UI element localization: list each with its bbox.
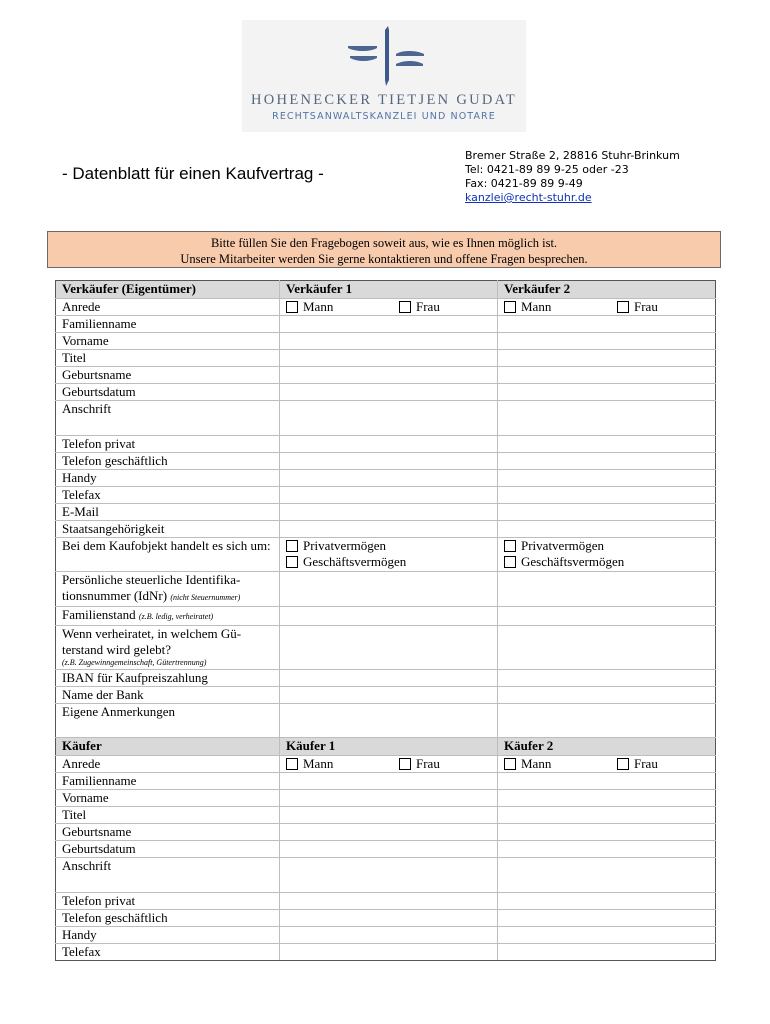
buyer-2-frau-checkbox[interactable] bbox=[617, 758, 629, 770]
form-row bbox=[56, 401, 716, 436]
form-row bbox=[56, 521, 716, 538]
buyer-1-geburtsname-field[interactable] bbox=[280, 824, 498, 841]
buyer-2-geburtsdatum-field[interactable] bbox=[498, 841, 716, 858]
seller-1-staatsangehoerigkeit-field[interactable] bbox=[280, 521, 498, 538]
seller-1-email-field[interactable] bbox=[280, 504, 498, 521]
seller-2-privat-checkbox[interactable] bbox=[504, 540, 516, 552]
label-familienstand bbox=[56, 607, 280, 626]
seller-2-anrede bbox=[498, 299, 716, 316]
option-label: Geschäftsvermögen bbox=[521, 554, 625, 569]
seller-2-email-field[interactable] bbox=[498, 504, 716, 521]
buyer-2-anrede bbox=[498, 756, 716, 773]
seller-2-telefax-field[interactable] bbox=[498, 487, 716, 504]
seller-2-titel-field[interactable] bbox=[498, 350, 716, 367]
label-anschrift: Anschrift bbox=[56, 401, 280, 436]
label-email: E-Mail bbox=[56, 504, 280, 521]
seller-section-title: Verkäufer (Eigentümer) bbox=[56, 281, 280, 299]
buyer-2-telefon-privat-field[interactable] bbox=[498, 893, 716, 910]
seller-2-geschaeft-checkbox[interactable] bbox=[504, 556, 516, 568]
seller-1-vorname-field[interactable] bbox=[280, 333, 498, 350]
buyer-2-vorname-field[interactable] bbox=[498, 790, 716, 807]
label-telefon-privat: Telefon privat bbox=[56, 436, 280, 453]
seller-1-familienstand-field[interactable] bbox=[280, 607, 498, 626]
form-row bbox=[56, 453, 716, 470]
form-row bbox=[56, 384, 716, 401]
seller-2-gueterstand-field[interactable] bbox=[498, 626, 716, 670]
seller-1-familienname-field[interactable] bbox=[280, 316, 498, 333]
seller-1-geburtsdatum-field[interactable] bbox=[280, 384, 498, 401]
option-label: Frau bbox=[634, 756, 658, 771]
buyer-2-telefax-field[interactable] bbox=[498, 944, 716, 961]
buyer-1-header: Käufer 1 bbox=[280, 738, 498, 756]
seller-1-telefax-field[interactable] bbox=[280, 487, 498, 504]
option-label: Frau bbox=[634, 299, 658, 314]
seller-2-steuer-id-field[interactable] bbox=[498, 572, 716, 607]
form-row bbox=[56, 944, 716, 961]
buyer-2-titel-field[interactable] bbox=[498, 807, 716, 824]
seller-2-anmerkungen-field[interactable] bbox=[498, 704, 716, 738]
seller-2-geburtsdatum-field[interactable] bbox=[498, 384, 716, 401]
seller-2-bank-field[interactable] bbox=[498, 687, 716, 704]
firm-name: HOHENECKER TIETJEN GUDAT bbox=[251, 92, 517, 108]
form-row bbox=[56, 470, 716, 487]
contact-block bbox=[465, 149, 680, 205]
form-row-steuer-id bbox=[56, 572, 716, 607]
option-label: Geschäftsvermögen bbox=[303, 554, 407, 569]
label-line: Persönliche steuerliche Identifika- bbox=[62, 572, 241, 587]
buyer-2-handy-field[interactable] bbox=[498, 927, 716, 944]
contact-fax: Fax: 0421-89 89 9-49 bbox=[465, 177, 583, 190]
label-titel: Titel bbox=[56, 807, 280, 824]
seller-2-iban-field[interactable] bbox=[498, 670, 716, 687]
option-label: Frau bbox=[416, 756, 440, 771]
label-handy: Handy bbox=[56, 927, 280, 944]
seller-1-anmerkungen-field[interactable] bbox=[280, 704, 498, 738]
seller-1-steuer-id-field[interactable] bbox=[280, 572, 498, 607]
label-anrede: Anrede bbox=[56, 756, 280, 773]
label-kaufobjekt: Bei dem Kaufobjekt handelt es sich um: bbox=[56, 538, 280, 572]
seller-2-handy-field[interactable] bbox=[498, 470, 716, 487]
option-label: Mann bbox=[521, 756, 552, 771]
form-row-buyer-anrede bbox=[56, 756, 716, 773]
form-row bbox=[56, 670, 716, 687]
label-bank: Name der Bank bbox=[56, 687, 280, 704]
form-row bbox=[56, 704, 716, 738]
buyer-header-row bbox=[56, 738, 716, 756]
form-row bbox=[56, 350, 716, 367]
seller-1-kaufobjekt bbox=[280, 538, 498, 572]
seller-2-telefon-geschaeftlich-field[interactable] bbox=[498, 453, 716, 470]
buyer-1-geburtsdatum-field[interactable] bbox=[280, 841, 498, 858]
seller-1-geschaeft-checkbox[interactable] bbox=[286, 556, 298, 568]
seller-2-telefon-privat-field[interactable] bbox=[498, 436, 716, 453]
buyer-1-mann-checkbox[interactable] bbox=[286, 758, 298, 770]
seller-2-mann-checkbox[interactable] bbox=[504, 301, 516, 313]
seller-1-telefon-geschaeftlich-field[interactable] bbox=[280, 453, 498, 470]
form-row bbox=[56, 333, 716, 350]
seller-1-bank-field[interactable] bbox=[280, 687, 498, 704]
firm-subtitle: RECHTSANWALTSKANZLEI UND NOTARE bbox=[272, 111, 496, 122]
buyer-1-handy-field[interactable] bbox=[280, 927, 498, 944]
label-note: (z.B. Zugewinngemeinschaft, Gütertrennung) bbox=[62, 658, 207, 667]
option-label: Mann bbox=[303, 299, 334, 314]
label-staatsangehoerigkeit: Staatsangehörigkeit bbox=[56, 521, 280, 538]
seller-1-titel-field[interactable] bbox=[280, 350, 498, 367]
label-vorname: Vorname bbox=[56, 790, 280, 807]
label-note: (z.B. ledig, verheiratet) bbox=[138, 612, 214, 621]
buyer-1-telefax-field[interactable] bbox=[280, 944, 498, 961]
form-row bbox=[56, 436, 716, 453]
buyer-2-geburtsname-field[interactable] bbox=[498, 824, 716, 841]
label-anmerkungen: Eigene Anmerkungen bbox=[56, 704, 280, 738]
seller-2-staatsangehoerigkeit-field[interactable] bbox=[498, 521, 716, 538]
buyer-1-telefon-privat-field[interactable] bbox=[280, 893, 498, 910]
label-telefax: Telefax bbox=[56, 487, 280, 504]
form-row bbox=[56, 607, 716, 626]
label-anschrift: Anschrift bbox=[56, 858, 280, 893]
label-line: Wenn verheiratet, in welchem Gü- bbox=[62, 626, 242, 641]
form-row bbox=[56, 807, 716, 824]
buyer-2-header: Käufer 2 bbox=[498, 738, 716, 756]
purchase-data-form bbox=[55, 280, 716, 961]
buyer-1-titel-field[interactable] bbox=[280, 807, 498, 824]
form-row bbox=[56, 841, 716, 858]
form-row bbox=[56, 687, 716, 704]
option-label: Mann bbox=[521, 299, 552, 314]
form-row bbox=[56, 858, 716, 893]
seller-2-header: Verkäufer 2 bbox=[498, 281, 716, 299]
label-gueterstand bbox=[56, 626, 280, 670]
seller-1-telefon-privat-field[interactable] bbox=[280, 436, 498, 453]
option-label: Privatvermögen bbox=[303, 538, 387, 553]
form-row bbox=[56, 487, 716, 504]
seller-1-mann-checkbox[interactable] bbox=[286, 301, 298, 313]
label-vorname: Vorname bbox=[56, 333, 280, 350]
seller-2-kaufobjekt bbox=[498, 538, 716, 572]
contact-address: Bremer Straße 2, 28816 Stuhr-Brinkum bbox=[465, 149, 680, 162]
option-label: Privatvermögen bbox=[521, 538, 605, 553]
contact-tel: Tel: 0421-89 89 9-25 oder -23 bbox=[465, 163, 629, 176]
seller-2-vorname-field[interactable] bbox=[498, 333, 716, 350]
buyer-2-anschrift-field[interactable] bbox=[498, 858, 716, 893]
letterhead bbox=[242, 20, 526, 132]
label-telefon-geschaeftlich: Telefon geschäftlich bbox=[56, 453, 280, 470]
seller-2-frau-checkbox[interactable] bbox=[617, 301, 629, 313]
seller-header-row bbox=[56, 281, 716, 299]
buyer-2-familienname-field[interactable] bbox=[498, 773, 716, 790]
notice-line-2: Unsere Mitarbeiter werden Sie gerne kontaktieren und offene Fragen besprechen. bbox=[180, 252, 588, 266]
seller-1-geburtsname-field[interactable] bbox=[280, 367, 498, 384]
buyer-1-anschrift-field[interactable] bbox=[280, 858, 498, 893]
label-familienname: Familienname bbox=[56, 316, 280, 333]
seller-1-privat-checkbox[interactable] bbox=[286, 540, 298, 552]
seller-1-header: Verkäufer 1 bbox=[280, 281, 498, 299]
label-line: terstand wird gelebt? bbox=[62, 642, 172, 657]
form-row-gueterstand bbox=[56, 626, 716, 670]
label-telefon-geschaeftlich: Telefon geschäftlich bbox=[56, 910, 280, 927]
form-row bbox=[56, 910, 716, 927]
label-geburtsdatum: Geburtsdatum bbox=[56, 384, 280, 401]
seller-1-iban-field[interactable] bbox=[280, 670, 498, 687]
option-label: Mann bbox=[303, 756, 334, 771]
seller-1-gueterstand-field[interactable] bbox=[280, 626, 498, 670]
seller-1-frau-checkbox[interactable] bbox=[399, 301, 411, 313]
seller-2-familienname-field[interactable] bbox=[498, 316, 716, 333]
seller-2-familienstand-field[interactable] bbox=[498, 607, 716, 626]
label-titel: Titel bbox=[56, 350, 280, 367]
document-title: - Datenblatt für einen Kaufvertrag - bbox=[62, 164, 324, 183]
label-telefax: Telefax bbox=[56, 944, 280, 961]
seller-1-handy-field[interactable] bbox=[280, 470, 498, 487]
buyer-1-frau-checkbox[interactable] bbox=[399, 758, 411, 770]
seller-2-geburtsname-field[interactable] bbox=[498, 367, 716, 384]
label-iban: IBAN für Kaufpreiszahlung bbox=[56, 670, 280, 687]
form-row bbox=[56, 824, 716, 841]
buyer-1-telefon-geschaeftlich-field[interactable] bbox=[280, 910, 498, 927]
label-handy: Handy bbox=[56, 470, 280, 487]
form-row bbox=[56, 893, 716, 910]
form-row bbox=[56, 790, 716, 807]
label-geburtsname: Geburtsname bbox=[56, 824, 280, 841]
form-row-seller-anrede bbox=[56, 299, 716, 316]
buyer-2-mann-checkbox[interactable] bbox=[504, 758, 516, 770]
buyer-1-vorname-field[interactable] bbox=[280, 790, 498, 807]
label-familienname: Familienname bbox=[56, 773, 280, 790]
form-row-kaufobjekt bbox=[56, 538, 716, 572]
contact-email-link[interactable]: kanzlei@recht-stuhr.de bbox=[465, 191, 592, 204]
buyer-1-familienname-field[interactable] bbox=[280, 773, 498, 790]
buyer-2-telefon-geschaeftlich-field[interactable] bbox=[498, 910, 716, 927]
label-telefon-privat: Telefon privat bbox=[56, 893, 280, 910]
seller-2-anschrift-field[interactable] bbox=[498, 401, 716, 436]
notice-line-1: Bitte füllen Sie den Fragebogen soweit aus, wie es Ihnen möglich ist. bbox=[210, 236, 558, 250]
form-row bbox=[56, 773, 716, 790]
firm-logo-icon bbox=[346, 26, 426, 88]
seller-1-anrede bbox=[280, 299, 498, 316]
form-row bbox=[56, 504, 716, 521]
seller-1-anschrift-field[interactable] bbox=[280, 401, 498, 436]
label-line: tionsnummer (IdNr) bbox=[62, 588, 168, 603]
label-geburtsdatum: Geburtsdatum bbox=[56, 841, 280, 858]
buyer-section-title: Käufer bbox=[56, 738, 280, 756]
label-geburtsname: Geburtsname bbox=[56, 367, 280, 384]
form-row bbox=[56, 367, 716, 384]
label-line: Familienstand bbox=[62, 607, 136, 622]
form-row bbox=[56, 316, 716, 333]
form-row bbox=[56, 927, 716, 944]
buyer-1-anrede bbox=[280, 756, 498, 773]
option-label: Frau bbox=[416, 299, 440, 314]
label-steuer-id bbox=[56, 572, 280, 607]
instructions-notice bbox=[47, 231, 721, 268]
label-note: (nicht Steuernummer) bbox=[170, 593, 241, 602]
label-anrede: Anrede bbox=[56, 299, 280, 316]
